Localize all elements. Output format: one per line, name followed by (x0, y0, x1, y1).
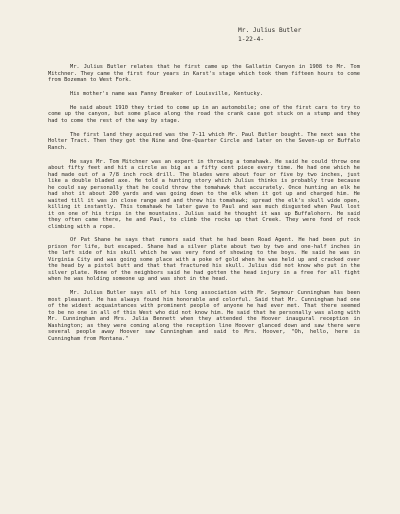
paragraph-automobile: He said about 1910 they tried to come up in an automobile; one of the first cars to try to come up the canyon, but some place along the road the crank case got stuck on a stump and they had to come the rest of the way by stage. (48, 104, 360, 124)
subject-name: Mr. Julius Butler (238, 27, 302, 34)
document-body (48, 64, 360, 350)
paragraph-cunningham: Mr. Julius Butler says all of his long association with Mr. Seymour Cunningham has been most pleasant. He has always found him honorable and colorful. Said that Mr. Cunningham had one of the widest acquaintances with prominent people of anyone he had ever met. That there seemed to be no one in all of this West who did not know him. He said that he personally was along with Mr. Cunningham and Mrs. Julia Bennett when they attended the Hoover inaugural reception in Washington; as they were coming along the reception line Hoover glanced down and saw there were several people away Hoover saw Cunningham and said to Mrs. Hoover, "Oh, hello, here is Cunningham from Montana." (48, 290, 360, 342)
paragraph-pat-shane: Of Pat Shane he says that rumors said that he had been Road Agent. He had been put in prison for life, but escaped. Shane had a silver plate about two by two and one-half inches in the left side of his skull which he was very fond of showing to the boys. He said he was in Virginia City and was going some place with a poke of gold when he was held up and cracked over the head by a pistol butt and that that fractured his skull. Julius did not know who put in the silver plate. None of the neighbors said he had gotten the head injury in a free for all fight when he was holding someone up and was shot in the head. (48, 237, 360, 283)
paragraph-land: The first land they acquired was the 7-11 which Mr. Paul Butler bought. The next was the Holter Tract. Then they got the Nine and One-Quarter Circle and later on the Seven-up or Buffalo Ranch. (48, 131, 360, 151)
paragraph-tomahawk: He says Mr. Tom Mitchner was an expert in throwing a tomahawk. He said he could throw one about fifty feet and hit a circle as big as a fifty cent piece every time. He had one which he had made out of a 7/8 inch rock drill. The blades were about four or five by two inches, just like a double bladed axe. He told a hunting story which Julius thinks is probably true because he could say personally that he could throw the tomahawk that accurately. Once hunting an elk he had shot it about 200 yards and was going down to the elk when it got up and charged him. He waited till it was in close range and and threw his tomahawk; spread the elk's skull wide open, killing it instantly. This tomahawk he later gave to Paul and was much disgusted when Paul lost it on one of his trips in the mountains. Julius said he thought it was up Buffalohorn. He said they often came there, he and Paul, to climb the rocks up that Creek. They were fond of rock climbing with a rope. (48, 158, 360, 230)
paragraph-mother: His mother's name was Fanny Breaker of Louisville, Kentucky. (70, 90, 264, 97)
document-header (238, 26, 301, 44)
document-date: 1-22-4- (238, 36, 265, 43)
paragraph-arrival: Mr. Julius Butler relates that he first came up the Gallatin Canyon in 1908 to Mr. Tom Mitchner. They came the first four years in Karst's stage which took them fifteen hours to come from Bozeman to West Fork. (48, 64, 360, 83)
